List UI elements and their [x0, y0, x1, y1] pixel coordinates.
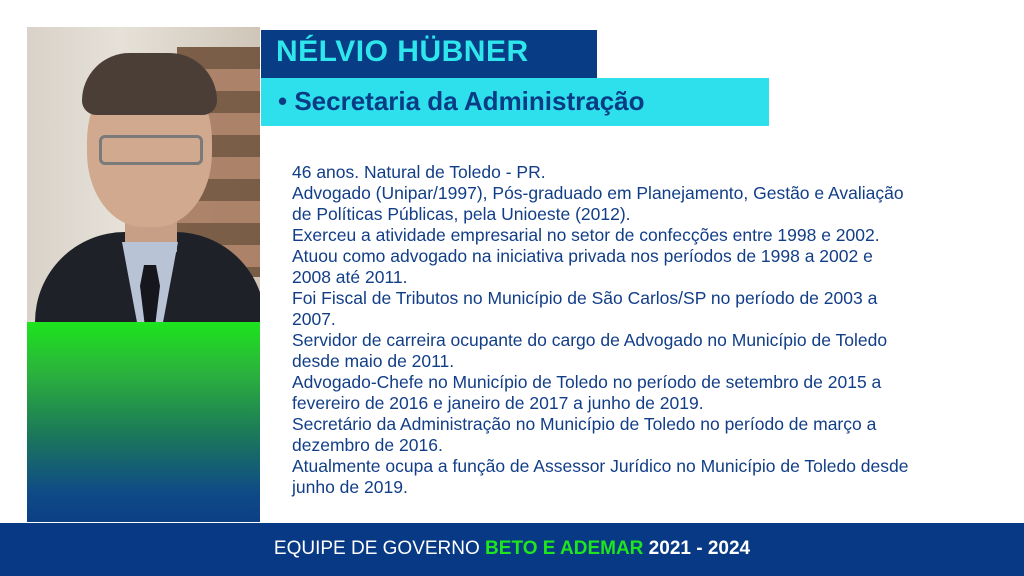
bio-line: junho de 2019.: [292, 477, 408, 497]
bio-line: Servidor de carreira ocupante do cargo de Advogado no Município de Toledo: [292, 330, 888, 350]
bio-line: fevereiro de 2016 e janeiro de 2017 a junho de 2019.: [292, 393, 704, 413]
footer-years: 2021 - 2024: [643, 538, 751, 559]
role-title: • Secretaria da Administração: [278, 86, 645, 116]
portrait-hair: [82, 53, 217, 115]
bio-line: Advogado-Chefe no Município de Toledo no período de setembro de 2015 a: [292, 372, 882, 392]
bio-line: Exerceu a atividade empresarial no setor de confecções entre 1998 e 2002.: [292, 225, 880, 245]
person-name: NÉLVIO HÜBNER: [276, 35, 529, 68]
portrait-photo: [27, 27, 260, 322]
bio-line: Atuou como advogado na iniciativa privada nos períodos de 1998 a 2002 e: [292, 246, 873, 266]
bio-line: dezembro de 2016.: [292, 435, 443, 455]
bio-line: Advogado (Unipar/1997), Pós-graduado em Planejamento, Gestão e Avaliação: [292, 183, 904, 203]
bio-line: 2007.: [292, 309, 336, 329]
footer-prefix: EQUIPE DE GOVERNO: [273, 538, 486, 559]
gradient-decoration: [27, 322, 260, 522]
bio-line: Atualmente ocupa a função de Assessor Jurídico no Município de Toledo desde: [292, 456, 909, 476]
footer-highlight: BETO E ADEMAR: [485, 538, 644, 559]
bio-line: 2008 até 2011.: [292, 267, 408, 287]
footer-caption: [0, 538, 1024, 560]
bio-line: Foi Fiscal de Tributos no Município de São Carlos/SP no período de 2003 a: [292, 288, 878, 308]
bio-line: Secretário da Administração no Município de Toledo no período de março a: [292, 414, 877, 434]
portrait-glasses: [99, 135, 203, 165]
bio-line: 46 anos. Natural de Toledo - PR.: [292, 162, 546, 182]
bio-line: desde maio de 2011.: [292, 351, 455, 371]
biography-text: [292, 162, 1004, 498]
bio-line: de Políticas Públicas, pela Unioeste (2012).: [292, 204, 631, 224]
